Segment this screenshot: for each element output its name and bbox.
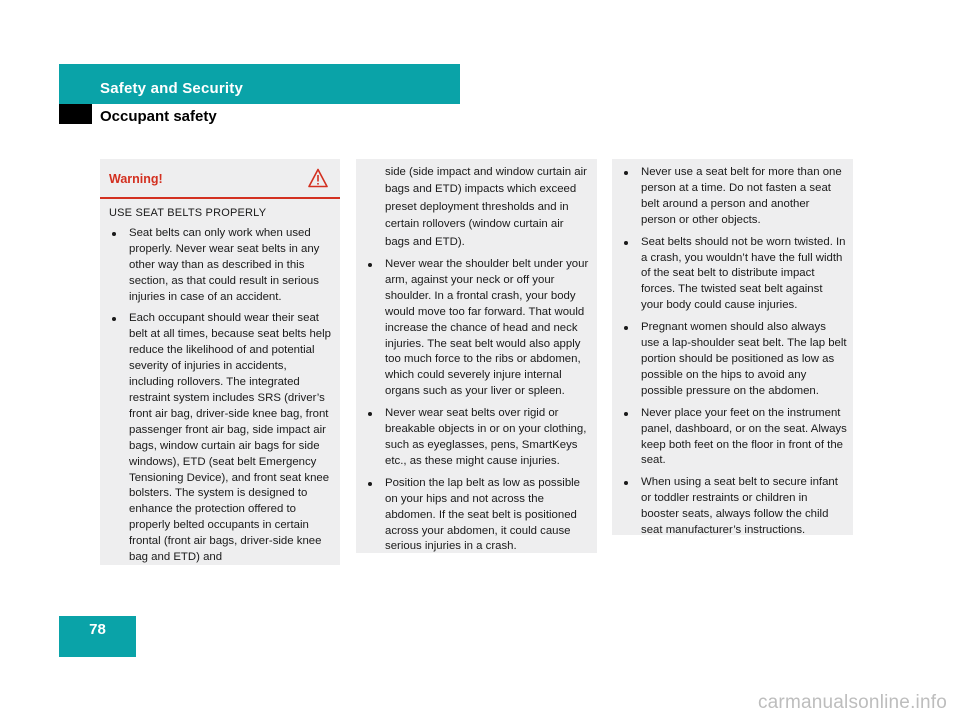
list-item: Never wear seat belts over rigid or breakable objects in or on your clothing, such as eyeglasses, pens, SmartKeys etc., as these might cause injuries. bbox=[365, 406, 591, 470]
subsection-title: Occupant safety bbox=[100, 108, 217, 125]
warning-list bbox=[612, 159, 853, 539]
warning-list bbox=[100, 226, 340, 566]
list-item: Each occupant should wear their seat belt at all times, because seat belts help reduce the likelihood of and potential severity of injuries in accidents, including rollovers. The integrated restraint system includes SRS (driver’s front air bag, driver-side knee bag, front passenger front air bag, side impact air bags, window curtain air bags for side windows), ETD (seat belt Emergency Tensioning Device), and front seat knee bolsters. The system is designed to enhance the protection offered to properly belted occupants in certain frontal (front air bags, driver-side knee bag and ETD) and bbox=[109, 311, 334, 566]
warning-panel-continued-2 bbox=[612, 159, 853, 535]
list-item: When using a seat belt to secure infant or toddler restraints or children in booster seats, always follow the child seat manufacturer’s instructions. bbox=[621, 475, 847, 539]
warning-label: Warning! bbox=[109, 172, 163, 186]
warning-panel-continued bbox=[356, 159, 597, 553]
warning-triangle-icon bbox=[308, 168, 328, 188]
warning-list bbox=[356, 257, 597, 555]
list-item: Never use a seat belt for more than one person at a time. Do not fasten a seat belt around a person and another person or other objects. bbox=[621, 165, 847, 229]
page-number-box bbox=[59, 616, 136, 657]
page-number: 78 bbox=[89, 621, 106, 638]
continued-text: side (side impact and window curtain air bags and ETD) impacts which exceed preset deployment thresholds and in certain rollovers (window curtain air bags and ETD). bbox=[385, 166, 587, 248]
section-title: Safety and Security bbox=[100, 80, 244, 97]
list-item: Position the lap belt as low as possible on your hips and not across the abdomen. If the seat belt is positioned across your abdomen, it could cause serious injuries in a crash. bbox=[365, 476, 591, 556]
list-item: Seat belts can only work when used properly. Never wear seat belts in any other way than as described in this section, as that could result in serious injuries in case of an accident. bbox=[109, 226, 334, 306]
warning-panel bbox=[100, 159, 340, 565]
list-item: Never wear the shoulder belt under your arm, against your neck or off your shoulder. In a frontal crash, your body would move too far forward. That would increase the chance of head and neck injuries. The seat belt would also apply too much force to the ribs or abdomen, which could severely injure internal organs such as your liver or spleen. bbox=[365, 257, 591, 400]
subsection-marker bbox=[59, 104, 92, 124]
list-item: Pregnant women should also always use a lap-shoulder seat belt. The lap belt portion should be positioned as low as possible on the hips to avoid any possible pressure on the abdomen. bbox=[621, 320, 847, 400]
warning-caps-title: USE SEAT BELTS PROPERLY bbox=[109, 207, 267, 219]
warning-header bbox=[100, 159, 340, 199]
list-item: Never place your feet on the instrument panel, dashboard, or on the seat. Always keep both feet on the floor in front of the seat. bbox=[621, 406, 847, 470]
watermark: carmanualsonline.info bbox=[757, 692, 947, 713]
list-item: Seat belts should not be worn twisted. In a crash, you wouldn’t have the full width of the seat belt to distribute impact forces. The twisted seat belt against your body could cause injuries. bbox=[621, 235, 847, 315]
